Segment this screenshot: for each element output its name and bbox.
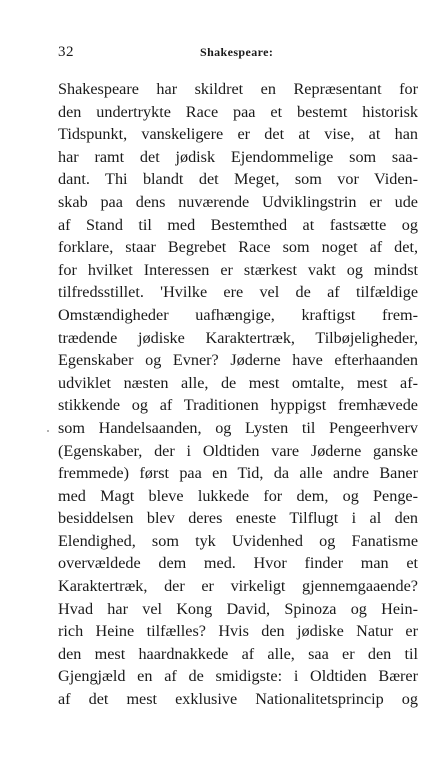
text-line: som Handelsaanden, og Lysten til Pengeerhverv: [58, 418, 418, 437]
text-line: rich Heine tilfælles? Hvis den jødiske Natur er: [58, 622, 418, 641]
text-line: Hvad har vel Kong David, Spinoza og Hein-: [58, 599, 418, 618]
text-line: med Magt bleve lukkede for dem, og Penge-: [58, 486, 418, 505]
text-line: trædende jødiske Karaktertræk, Tilbøjeligheder,: [58, 328, 418, 347]
text-line: forklare, staar Begrebet Race som noget af det,: [58, 238, 418, 257]
text-line: tilfredsstillet. 'Hvilke ere vel de af tilfældige: [58, 283, 418, 302]
text-line: dant. Thi blandt det Meget, som vor Viden-: [58, 170, 418, 189]
text-line: Karaktertræk, der er virkeligt gjennemgaaende?: [58, 577, 418, 596]
page-number: 32: [58, 44, 74, 60]
text-line: har ramt det jødisk Ejendommelige som saa-: [58, 147, 418, 166]
running-head: Shakespeare:: [200, 45, 274, 59]
text-line: besiddelsen blev deres eneste Tilflugt i al den: [58, 509, 418, 528]
text-line: Shakespeare har skildret en Repræsentant for: [58, 80, 418, 98]
text-line: for hvilket Interessen er stærkest vakt og mindst: [58, 260, 418, 279]
text-line: overvældede dem med. Hvor finder man et: [58, 554, 418, 573]
text-line: (Egenskaber, der i Oldtiden vare Jøderne ganske: [58, 441, 418, 460]
body-paragraph: [58, 78, 418, 711]
text-line: Gjengjæld en af de smidigste: i Oldtiden Bærer: [58, 667, 418, 686]
text-line: den mest haardnakkede af alle, saa er den til: [58, 644, 418, 663]
text-line: Egenskaber og Evner? Jøderne have efterhaanden: [58, 351, 418, 370]
text-line: af Stand til med Bestemthed at fastsætte og: [58, 215, 418, 234]
page-header: [58, 44, 414, 66]
text-line: fremmede) først paa en Tid, da alle andre Baner: [58, 464, 418, 483]
text-line: Omstændigheder uafhængige, kraftigst frem-: [58, 305, 418, 324]
margin-mark: [47, 430, 49, 432]
text-line: udviklet næsten alle, de mest omtalte, mest af-: [58, 373, 418, 392]
text-line: Elendighed, som tyk Uvidenhed og Fanatisme: [58, 531, 418, 550]
text-line: af det mest exklusive Nationalitetsprincip og: [58, 690, 418, 709]
text-line: stikkende og af Traditionen hyppigst fremhævede: [58, 396, 418, 415]
text-line: Tidspunkt, vanskeligere er det at vise, at han: [58, 125, 418, 144]
text-line: skab paa dens nuværende Udviklingstrin er ude: [58, 192, 418, 211]
text-line: den undertrykte Race paa et bestemt historisk: [58, 102, 418, 121]
